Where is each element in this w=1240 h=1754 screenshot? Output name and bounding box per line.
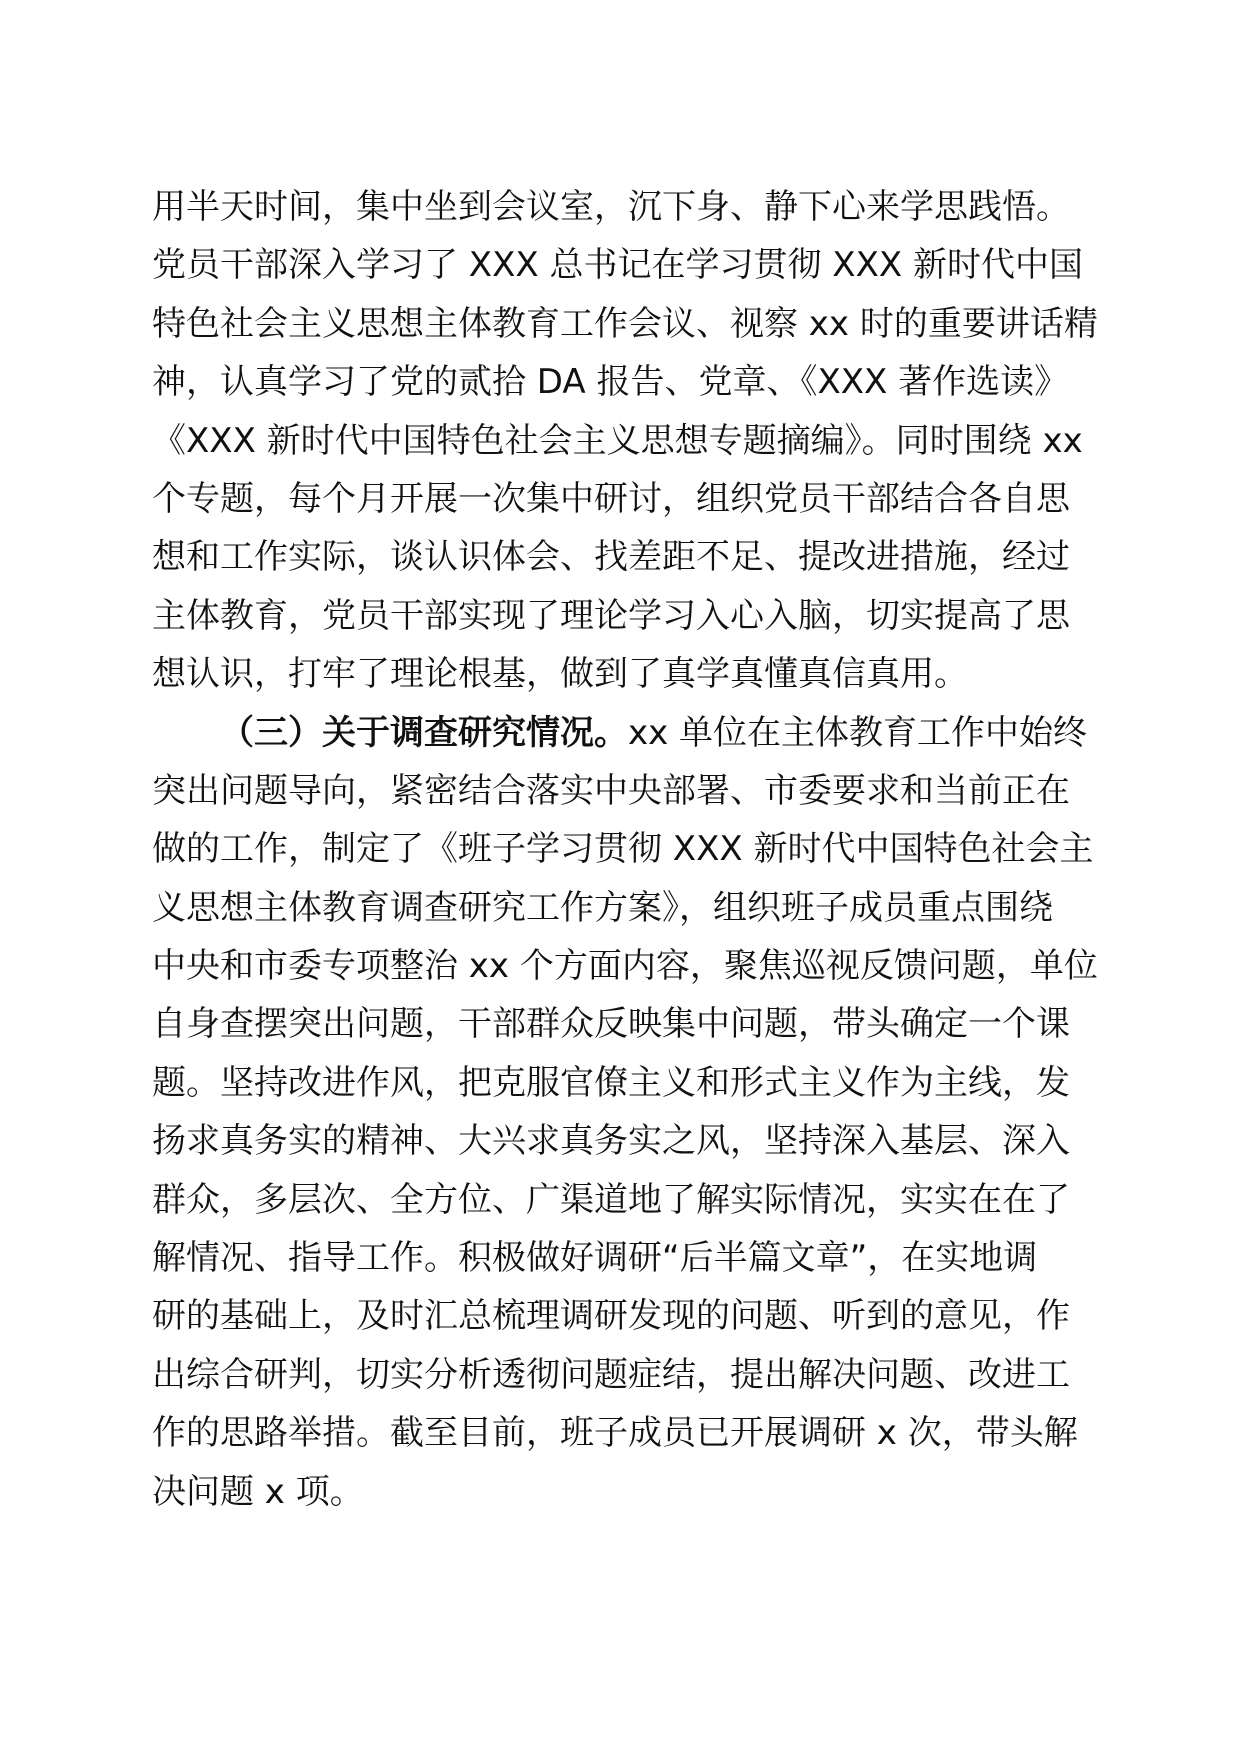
text-line: 想和工作实际，谈认识体会、找差距不足、提改进措施，经过 [152, 537, 1070, 578]
text-line: 用半天时间，集中坐到会议室，沉下身、静下心来学思践悟。 [152, 187, 1070, 227]
body-text [152, 178, 1098, 1521]
text-line: 题。坚持改进作风，把克服官僚主义和形式主义作为主线，发 [152, 1062, 1070, 1103]
text-line: 扬求真务实的精神、大兴求真务实之风，坚持深入基层、深入 [152, 1121, 1070, 1162]
text-line: 个专题，每个月开展一次集中研讨，组织党员干部结合各自思 [152, 478, 1070, 519]
text-line: 特色社会主义思想主体教育工作会议、视察 xx 时的重要讲话精 [152, 303, 1098, 344]
text-line: 自身查摆突出问题，干部群众反映集中问题，带头确定一个课 [152, 1004, 1070, 1045]
text-line: 解情况、指导工作。积极做好调研“后半篇文章”，在实地调 [152, 1238, 1038, 1279]
text-line: 研的基础上，及时汇总梳理调研发现的问题、听到的意见，作 [152, 1296, 1070, 1337]
text-line: 义思想主体教育调查研究工作方案》，组织班子成员重点围绕 [152, 887, 1053, 928]
section-first-line-text: xx 单位在主体教育工作中始终 [628, 712, 1088, 753]
text-line: 出综合研判，切实分析透彻问题症结，提出解决问题、改进工 [152, 1354, 1070, 1395]
text-line: 《XXX 新时代中国特色社会主义思想专题摘编》。同时围绕 xx [152, 420, 1083, 461]
text-line: 群众，多层次、全方位、广渠道地了解实际情况，实实在在了 [152, 1179, 1070, 1220]
section-first-line [152, 704, 1092, 762]
text-line: 党员干部深入学习了 XXX 总书记在学习贯彻 XXX 新时代中国 [152, 245, 1083, 286]
text-line: 神，认真学习了党的贰拾 DA 报告、党章、《XXX 著作选读》 [152, 362, 1069, 403]
section-heading: （三）关于调查研究情况。 [220, 712, 628, 753]
text-line: 作的思路举措。截至目前，班子成员已开展调研 x 次，带头解 [152, 1413, 1078, 1454]
text-line: 想认识，打牢了理论根基，做到了真学真懂真信真用。 [152, 654, 968, 695]
text-line: 做的工作，制定了《班子学习贯彻 XXX 新时代中国特色社会主 [152, 829, 1094, 870]
text-line: 决问题 x 项。 [152, 1471, 364, 1512]
text-line: 中央和市委专项整治 xx 个方面内容，聚焦巡视反馈问题，单位 [152, 946, 1098, 987]
text-line: 突出问题导向，紧密结合落实中央部署、市委要求和当前正在 [152, 770, 1070, 811]
text-line: 主体教育，党员干部实现了理论学习入心入脑，切实提高了思 [152, 595, 1070, 636]
section-three-paragraph [152, 704, 1098, 1521]
paragraph-continued [152, 178, 1098, 704]
